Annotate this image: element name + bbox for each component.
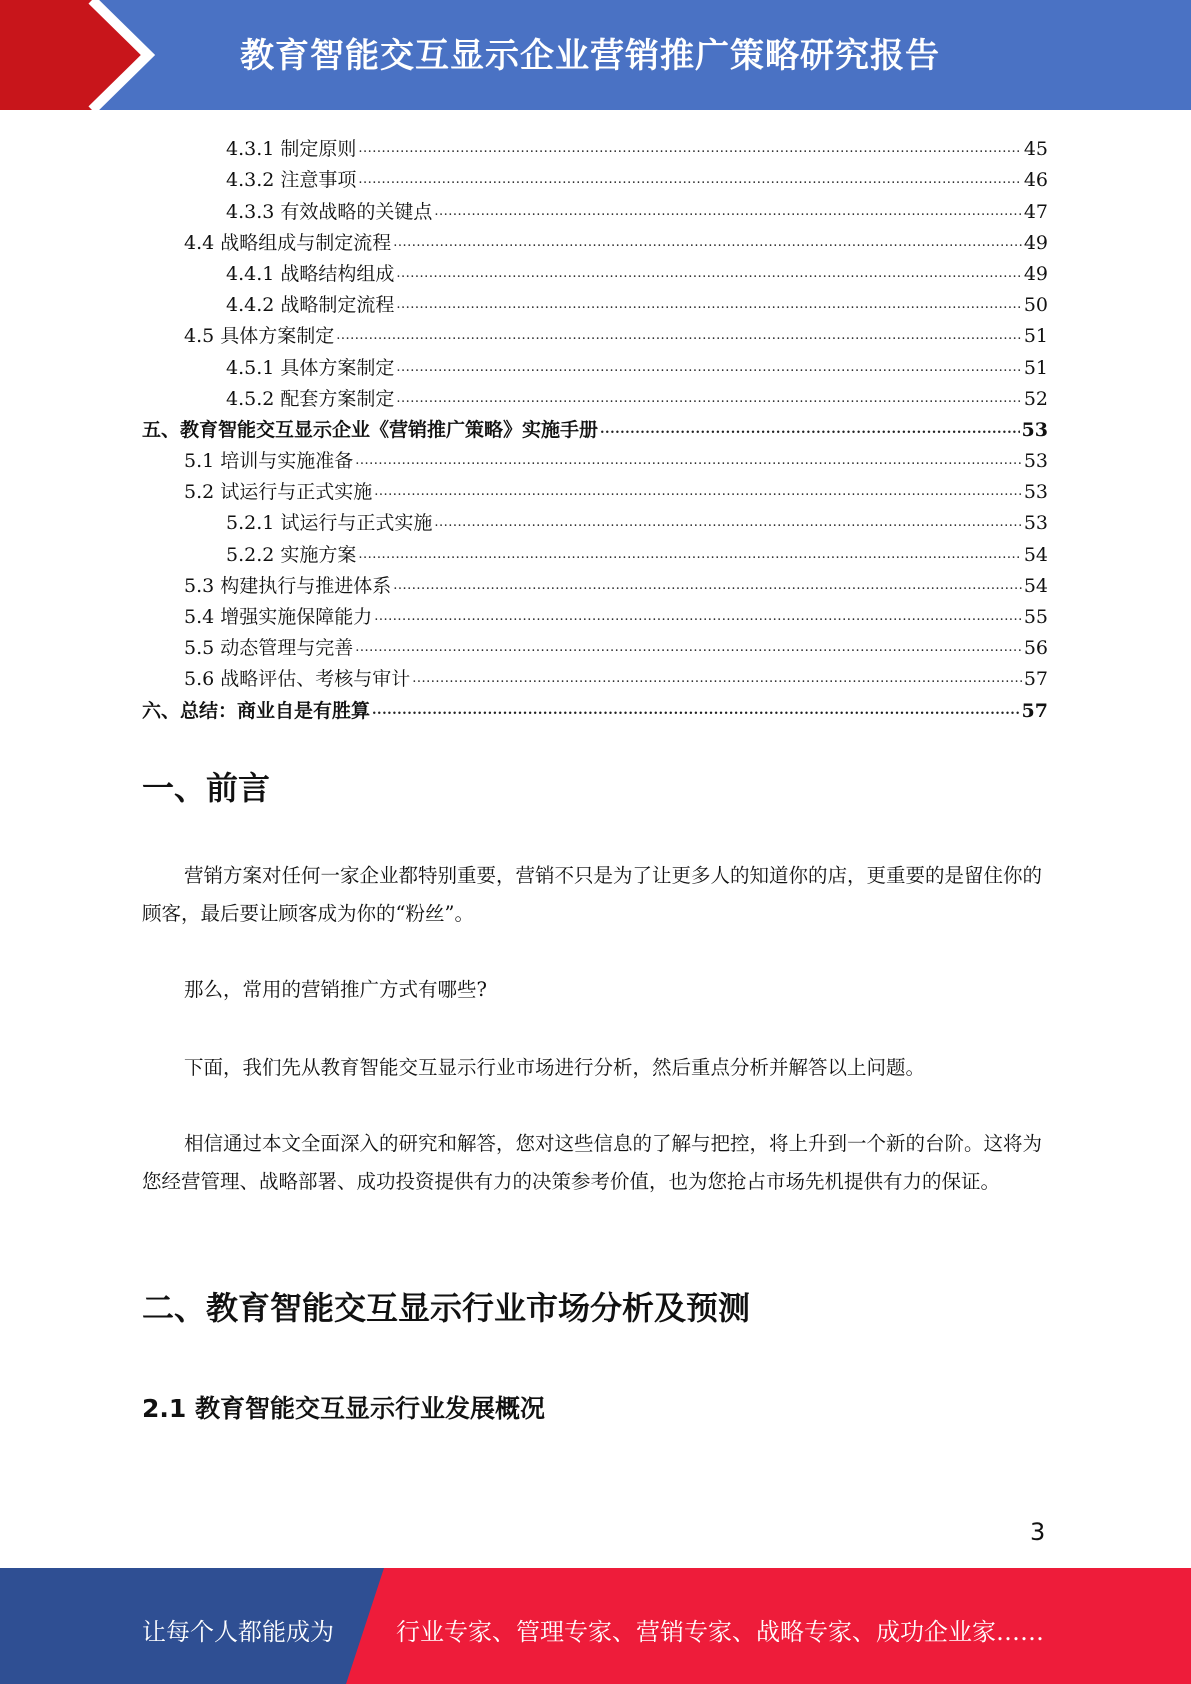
toc-entry[interactable]	[142, 192, 1048, 223]
toc-entry-title: 4.5.2 配套方案制定	[226, 387, 395, 410]
toc-entry[interactable]	[142, 286, 1048, 317]
toc-entry-title: 4.3.3 有效战略的关键点	[226, 200, 433, 223]
toc-entry-title: 六、总结：商业自是有胜算	[142, 699, 371, 722]
toc-entry[interactable]	[142, 130, 1048, 161]
toc-entry[interactable]	[142, 442, 1048, 473]
toc-entry[interactable]	[142, 504, 1048, 535]
toc-dot-leader	[412, 667, 1022, 691]
toc-dot-leader	[372, 699, 1020, 723]
toc-entry-title: 5.2.1 试运行与正式实施	[226, 512, 433, 535]
toc-dot-leader	[396, 356, 1021, 380]
toc-entry-page: 49	[1023, 262, 1048, 285]
toc-dot-leader	[355, 449, 1022, 473]
toc-entry-page: 47	[1023, 200, 1048, 223]
toc-entry[interactable]	[142, 691, 1048, 722]
report-title: 教育智能交互显示企业营销推广策略研究报告	[240, 36, 940, 76]
toc-dot-leader	[358, 137, 1021, 161]
page-footer	[0, 1568, 1191, 1684]
toc-dot-leader	[600, 418, 1020, 442]
toc-dot-leader	[434, 200, 1021, 224]
toc-entry[interactable]	[142, 255, 1048, 286]
paragraph-4: 相信通过本文全面深入的研究和解答，您对这些信息的了解与把控，将上升到一个新的台阶。这将为您经营管理、战略部署、成功投资提供有力的决策参考价值，也为您抢占市场先机提供有力的保证。	[142, 1132, 1043, 1193]
section-heading-market-analysis: 二、教育智能交互显示行业市场分析及预测	[142, 1289, 751, 1327]
toc-entry-page: 50	[1023, 294, 1048, 317]
footer-slogan-right: 行业专家、管理专家、营销专家、战略专家、成功企业家……	[396, 1618, 1044, 1646]
toc-dot-leader	[393, 574, 1022, 598]
toc-entry-page: 52	[1023, 387, 1048, 410]
toc-entry-page: 57	[1023, 668, 1048, 691]
toc-entry-title: 4.5 具体方案制定	[184, 325, 335, 348]
toc-entry[interactable]	[142, 598, 1048, 629]
paragraph-2: 那么，常用的营销推广方式有哪些?	[184, 978, 487, 1001]
toc-dot-leader	[396, 293, 1021, 317]
toc-entry-page: 53	[1023, 512, 1048, 535]
toc-entry-title: 五、教育智能交互显示企业《营销推广策略》实施手册	[142, 418, 599, 441]
toc-entry[interactable]	[142, 567, 1048, 598]
toc-entry[interactable]	[142, 380, 1048, 411]
toc-entry-title: 4.4.2 战略制定流程	[226, 294, 395, 317]
toc-entry[interactable]	[142, 660, 1048, 691]
toc-entry-title: 5.4 增强实施保障能力	[184, 606, 373, 628]
toc-entry[interactable]	[142, 224, 1048, 255]
toc-entry-page: 57	[1021, 699, 1048, 722]
table-of-contents	[142, 130, 1048, 723]
toc-entry[interactable]	[142, 473, 1048, 504]
toc-entry-title: 5.6 战略评估、考核与审计	[184, 668, 411, 691]
toc-entry-page: 45	[1023, 138, 1048, 161]
toc-dot-leader	[393, 231, 1022, 255]
footer-slogan-left: 让每个人都能成为	[142, 1618, 334, 1646]
toc-dot-leader	[374, 480, 1022, 504]
toc-dot-leader	[396, 262, 1021, 286]
toc-dot-leader	[434, 511, 1021, 535]
toc-dot-leader	[358, 168, 1021, 192]
toc-entry-page: 46	[1023, 169, 1048, 192]
toc-entry[interactable]	[142, 535, 1048, 566]
toc-dot-leader	[358, 543, 1021, 567]
toc-entry[interactable]	[142, 161, 1048, 192]
paragraph-3: 下面，我们先从教育智能交互显示行业市场进行分析，然后重点分析并解答以上问题。	[184, 1056, 926, 1079]
toc-entry[interactable]	[142, 629, 1048, 660]
toc-dot-leader	[374, 605, 1022, 629]
toc-entry-page: 55	[1023, 606, 1048, 628]
toc-entry-page: 51	[1023, 356, 1048, 379]
page-header	[0, 0, 1191, 110]
toc-entry[interactable]	[142, 348, 1048, 379]
toc-entry-page: 53	[1023, 450, 1048, 473]
toc-entry-title: 5.3 构建执行与推进体系	[184, 574, 392, 597]
paragraph-1: 营销方案对任何一家企业都特别重要，营销不只是为了让更多人的知道你的店，更重要的是留住你的顾客，最后要让顾客成为你的“粉丝”。	[142, 864, 1043, 925]
toc-entry[interactable]	[142, 411, 1048, 442]
toc-entry-title: 4.4 战略组成与制定流程	[184, 231, 392, 254]
toc-entry-page: 49	[1023, 231, 1048, 254]
page-number: 3	[1030, 1518, 1046, 1546]
toc-entry-page: 51	[1023, 325, 1048, 348]
toc-entry-title: 4.3.2 注意事项	[226, 169, 357, 192]
subsection-heading-overview: 2.1 教育智能交互显示行业发展概况	[142, 1394, 545, 1423]
section-heading-preface: 一、前言	[142, 769, 271, 807]
toc-entry-title: 4.3.1 制定原则	[226, 138, 357, 161]
toc-entry-page: 54	[1023, 543, 1048, 566]
toc-entry-title: 4.5.1 具体方案制定	[226, 356, 395, 379]
toc-entry[interactable]	[142, 317, 1048, 348]
toc-dot-leader	[336, 324, 1022, 348]
toc-entry-page: 56	[1023, 637, 1048, 660]
toc-entry-title: 5.5 动态管理与完善	[184, 637, 354, 660]
toc-entry-title: 5.2.2 实施方案	[226, 543, 357, 566]
toc-dot-leader	[396, 387, 1021, 411]
toc-entry-title: 5.2 试运行与正式实施	[184, 481, 373, 504]
toc-entry-page: 54	[1023, 574, 1048, 597]
toc-entry-page: 53	[1023, 481, 1048, 504]
toc-entry-title: 4.4.1 战略结构组成	[226, 262, 395, 285]
toc-entry-title: 5.1 培训与实施准备	[184, 450, 354, 473]
toc-dot-leader	[355, 636, 1022, 660]
toc-entry-page: 53	[1021, 418, 1048, 441]
